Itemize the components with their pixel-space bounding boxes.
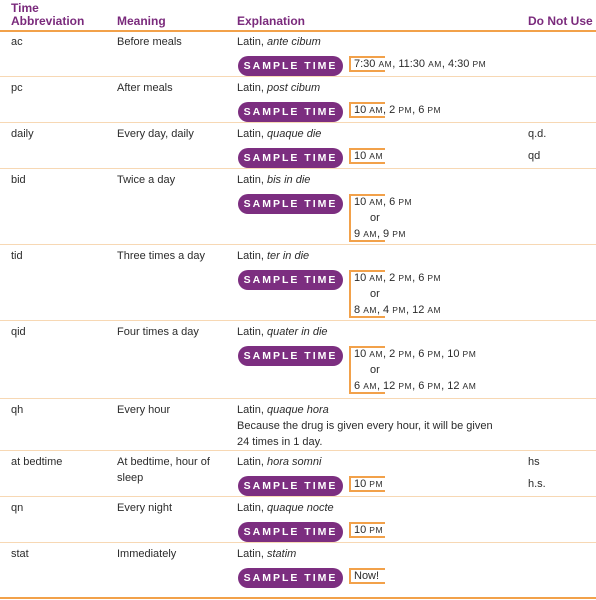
latin-prefix: Latin, xyxy=(237,326,267,338)
explanation-note: Because the drug is given every hour, it will be given 24 times in 1 day. xyxy=(237,420,493,448)
latin-prefix: Latin, xyxy=(237,36,267,48)
header-abbr-line1: Time xyxy=(11,1,39,15)
meaning-cell: Before meals xyxy=(117,36,182,48)
explanation-cell xyxy=(237,172,497,188)
latin-prefix: Latin, xyxy=(237,174,267,186)
latin-term: post cibum xyxy=(266,82,321,94)
latin-prefix: Latin, xyxy=(237,250,267,262)
sample-time-values xyxy=(349,148,485,164)
abbreviation-cell: ac xyxy=(11,36,23,48)
latin-prefix: Latin, xyxy=(237,456,267,468)
time-value: 10 AM, 2 PM, 6 PM, 10 PM xyxy=(354,348,477,360)
row-separator xyxy=(0,398,596,399)
time-or-separator: or xyxy=(370,364,380,376)
latin-term: statim xyxy=(266,548,297,560)
time-or-separator: or xyxy=(370,212,380,224)
row-separator xyxy=(0,450,596,451)
sample-time-badge: SAMPLE TIME xyxy=(238,522,343,542)
row-separator xyxy=(0,320,596,321)
sample-time-values xyxy=(349,476,485,492)
header-abbr-line2: Abbreviation xyxy=(11,14,85,28)
explanation-cell xyxy=(237,126,497,142)
time-value: 6 AM, 12 PM, 6 PM, 12 AM xyxy=(354,380,477,392)
row-separator xyxy=(0,122,596,123)
bottom-rule xyxy=(0,597,596,599)
do-not-use-cell: hs xyxy=(528,456,540,468)
do-not-use-cell: q.d. xyxy=(528,128,547,140)
header-explanation: Explanation xyxy=(237,14,306,28)
sample-time-values xyxy=(349,522,485,538)
sample-time-badge: SAMPLE TIME xyxy=(238,56,343,76)
abbreviation-cell: pc xyxy=(11,82,23,94)
meaning-cell: Twice a day xyxy=(117,174,176,186)
time-value: 10 AM, 2 PM, 6 PM xyxy=(354,272,442,284)
explanation-cell xyxy=(237,34,497,50)
sample-time-values xyxy=(349,194,485,242)
latin-term: quaque hora xyxy=(266,404,329,416)
sample-time-badge: SAMPLE TIME xyxy=(238,148,343,168)
explanation-cell xyxy=(237,500,497,516)
sample-time-badge: SAMPLE TIME xyxy=(238,568,343,588)
meaning-cell: Three times a day xyxy=(117,250,206,262)
meaning-cell: Immediately xyxy=(117,548,177,560)
explanation-cell xyxy=(237,324,497,340)
abbreviation-cell: at bedtime xyxy=(11,456,63,468)
abbreviation-cell: daily xyxy=(11,128,34,140)
latin-term: quaque die xyxy=(266,128,322,140)
time-value: 10 AM, 6 PM xyxy=(354,196,413,208)
time-value: Now! xyxy=(354,570,380,582)
explanation-cell xyxy=(237,402,497,450)
header-meaning: Meaning xyxy=(117,14,166,28)
sample-time-values xyxy=(349,346,485,394)
abbreviation-cell: qid xyxy=(11,326,26,338)
latin-prefix: Latin, xyxy=(237,82,267,94)
meaning-cell: Every day, daily xyxy=(117,128,194,140)
latin-term: ter in die xyxy=(266,250,310,262)
row-separator xyxy=(0,542,596,543)
sample-time-badge: SAMPLE TIME xyxy=(238,194,343,214)
latin-prefix: Latin, xyxy=(237,404,267,416)
sample-time-badge: SAMPLE TIME xyxy=(238,346,343,366)
time-value: 10 AM, 2 PM, 6 PM xyxy=(354,104,442,116)
latin-term: quaque nocte xyxy=(266,502,334,514)
latin-term: bis in die xyxy=(266,174,311,186)
latin-prefix: Latin, xyxy=(237,502,267,514)
sample-time-values xyxy=(349,270,485,318)
header-rule xyxy=(0,30,596,32)
time-or-separator: or xyxy=(370,288,380,300)
row-separator xyxy=(0,496,596,497)
sample-time-badge: SAMPLE TIME xyxy=(238,270,343,290)
sample-time-values xyxy=(349,102,485,118)
explanation-cell xyxy=(237,546,497,562)
latin-prefix: Latin, xyxy=(237,548,267,560)
sample-time-badge: SAMPLE TIME xyxy=(238,476,343,496)
sample-time-values xyxy=(349,56,485,72)
latin-term: ante cibum xyxy=(266,36,321,48)
time-value: 8 AM, 4 PM, 12 AM xyxy=(354,304,442,316)
meaning-cell: At bedtime, hour of sleep xyxy=(117,456,210,484)
latin-prefix: Latin, xyxy=(237,128,267,140)
do-not-use-cell: h.s. xyxy=(528,478,546,490)
time-value: 10 AM xyxy=(354,150,384,162)
time-value: 10 PM xyxy=(354,478,384,490)
meaning-cell: Every hour xyxy=(117,404,171,416)
abbreviation-cell: qh xyxy=(11,404,24,416)
explanation-cell xyxy=(237,454,497,470)
abbreviation-cell: qn xyxy=(11,502,24,514)
row-separator xyxy=(0,244,596,245)
meaning-cell: Four times a day xyxy=(117,326,199,338)
do-not-use-cell: qd xyxy=(528,150,541,162)
explanation-cell xyxy=(237,248,497,264)
meaning-cell: Every night xyxy=(117,502,173,514)
explanation-cell xyxy=(237,80,497,96)
header-time-abbreviation xyxy=(11,2,84,28)
time-value: 9 AM, 9 PM xyxy=(354,228,406,240)
row-separator xyxy=(0,76,596,77)
sample-time-values xyxy=(349,568,485,584)
abbreviation-cell: bid xyxy=(11,174,26,186)
time-value: 10 PM xyxy=(354,524,384,536)
sample-time-badge: SAMPLE TIME xyxy=(238,102,343,122)
latin-term: quater in die xyxy=(266,326,328,338)
abbreviation-cell: tid xyxy=(11,250,23,262)
time-value: 7:30 AM, 11:30 AM, 4:30 PM xyxy=(354,58,487,70)
row-separator xyxy=(0,168,596,169)
latin-term: hora somni xyxy=(266,456,322,468)
header-do-not-use: Do Not Use xyxy=(528,14,593,28)
abbreviation-cell: stat xyxy=(11,548,29,560)
meaning-cell: After meals xyxy=(117,82,173,94)
